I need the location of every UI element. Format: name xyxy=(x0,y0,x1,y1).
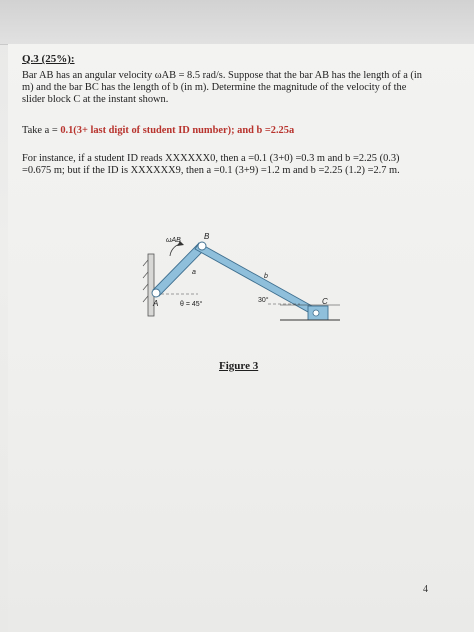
label-length-b: b xyxy=(264,273,268,280)
question-heading: Q.3 (25%): xyxy=(22,53,75,65)
bar-bc xyxy=(195,243,321,317)
take-values-line xyxy=(22,125,462,137)
pin-b xyxy=(198,242,206,250)
label-length-a: a xyxy=(192,269,196,276)
wall-hatch xyxy=(143,284,148,290)
pin-c xyxy=(313,310,319,316)
take-a-formula: 0.1(3+ last digit of student ID number) xyxy=(60,125,232,136)
label-point-c: C xyxy=(322,297,328,306)
example-paragraph xyxy=(22,153,462,177)
figure-caption: Figure 3 xyxy=(219,360,259,372)
wall-hatch xyxy=(143,296,148,302)
angle-30-label: 30° xyxy=(258,297,269,304)
example-line-2: =0.675 m; but if the ID is XXXXXX9, then a =0.1 (3+9) =1.2 m and b =2.25 (1.2) =2.7 m. xyxy=(22,165,400,177)
pin-a xyxy=(152,289,160,297)
problem-statement xyxy=(22,70,462,107)
take-prefix: Take a = xyxy=(22,125,61,136)
theta-label: θ = 45° xyxy=(180,301,203,308)
omega-arc xyxy=(170,244,180,256)
omega-label: ωAB xyxy=(166,237,181,244)
wall-hatch xyxy=(143,260,148,266)
page-number: 4 xyxy=(423,584,428,595)
page-top-strip xyxy=(0,0,474,45)
label-point-a: A xyxy=(153,299,159,308)
problem-line-3: slider block C at the instant shown. xyxy=(22,94,169,106)
problem-line-1: Bar AB has an angular velocity ωAB = 8.5 rad/s. Suppose that the bar AB has the length of a (in xyxy=(22,70,422,81)
wall-hatch xyxy=(143,272,148,278)
label-point-b: B xyxy=(204,232,210,241)
problem-line-2: m) and the bar BC has the length of b (in m). Determine the magnitude of the velocity of the xyxy=(22,82,407,94)
example-line-1: For instance, if a student ID reads XXXXXX0, then a =0.1 (3+0) =0.3 m and b =2.25 (0.3) xyxy=(22,153,400,164)
take-b-formula: ; and b =2.25a xyxy=(231,125,295,136)
bar-ab xyxy=(153,243,205,296)
mechanism-diagram xyxy=(140,226,350,336)
